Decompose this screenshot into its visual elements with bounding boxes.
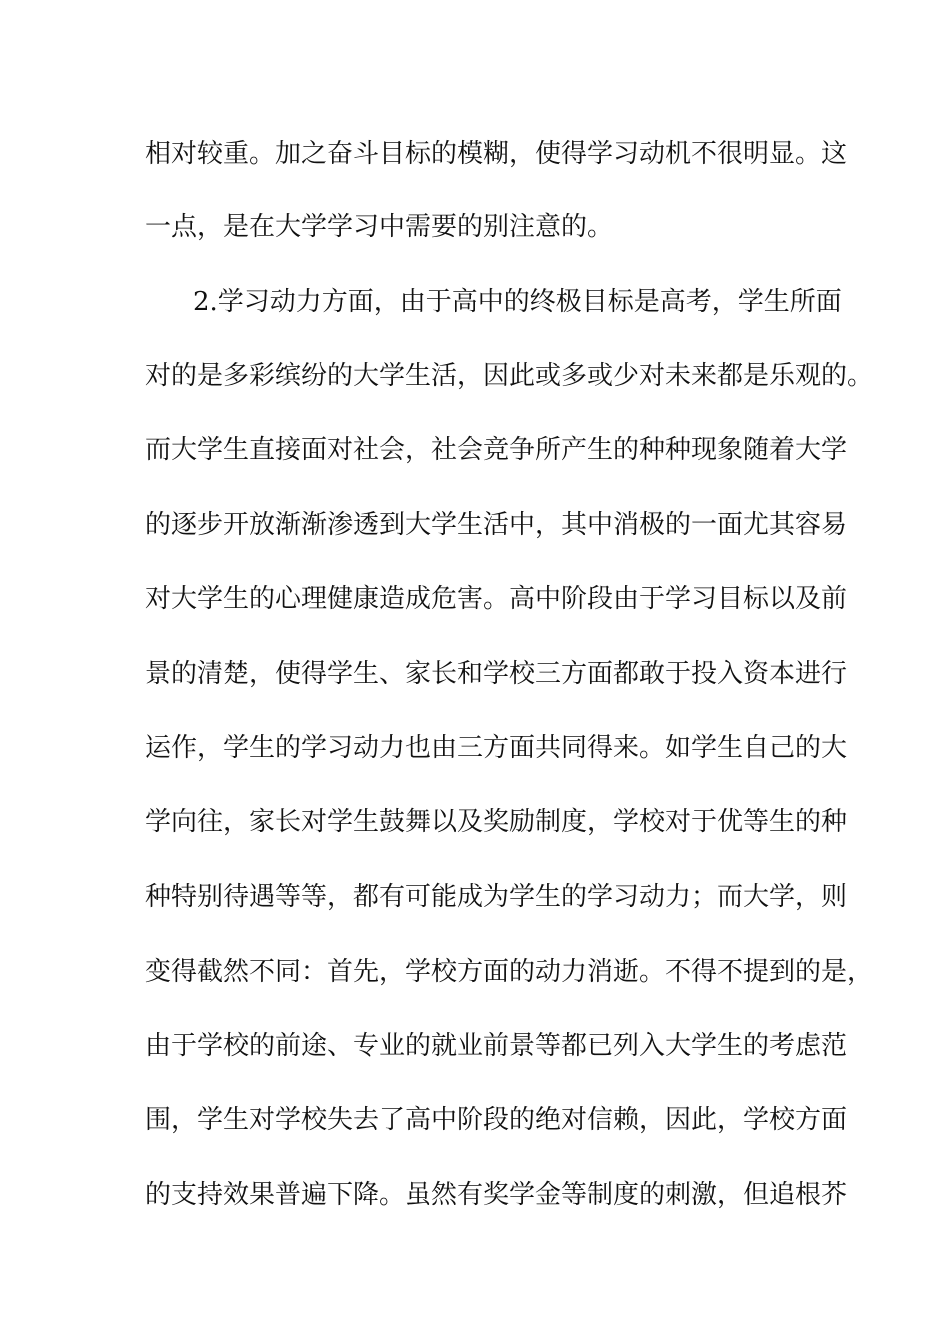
text-line: 的支持效果普遍下降。虽然有奖学金等制度的刺激，但追根芥: [145, 1180, 848, 1210]
text-line: 运作，学生的学习动力也由三方面共同得来。如学生自己的大: [145, 733, 848, 763]
text-line: 相对较重。加之奋斗目标的模糊，使得学习动机不很明显。这: [145, 139, 848, 169]
text-line: 变得截然不同：首先，学校方面的动力消逝。不得不提到的是，: [145, 957, 874, 987]
text-line: 由于学校的前途、专业的就业前景等都已列入大学生的考虑范: [145, 1031, 848, 1061]
text-line: 学向往，家长对学生鼓舞以及奖励制度，学校对于优等生的种: [145, 807, 848, 837]
text-line: 景的清楚，使得学生、家长和学校三方面都敢于投入资本进行: [145, 659, 848, 689]
paragraph-start-line: 2.学习动力方面，由于高中的终极目标是高考，学生所面: [193, 287, 842, 317]
text-line: 对的是多彩缤纷的大学生活，因此或多或少对未来都是乐观的。: [145, 361, 874, 391]
text-line: 种特别待遇等等，都有可能成为学生的学习动力；而大学，则: [145, 882, 848, 912]
text-line: 而大学生直接面对社会，社会竞争所产生的种种现象随着大学: [145, 435, 848, 465]
text-line: 围，学生对学校失去了高中阶段的绝对信赖，因此，学校方面: [145, 1105, 848, 1135]
text-line: 对大学生的心理健康造成危害。高中阶段由于学习目标以及前: [145, 584, 848, 614]
text-line: 的逐步开放渐渐渗透到大学生活中，其中消极的一面尤其容易: [145, 510, 848, 540]
text-line: 一点，是在大学学习中需要的别注意的。: [145, 212, 614, 242]
